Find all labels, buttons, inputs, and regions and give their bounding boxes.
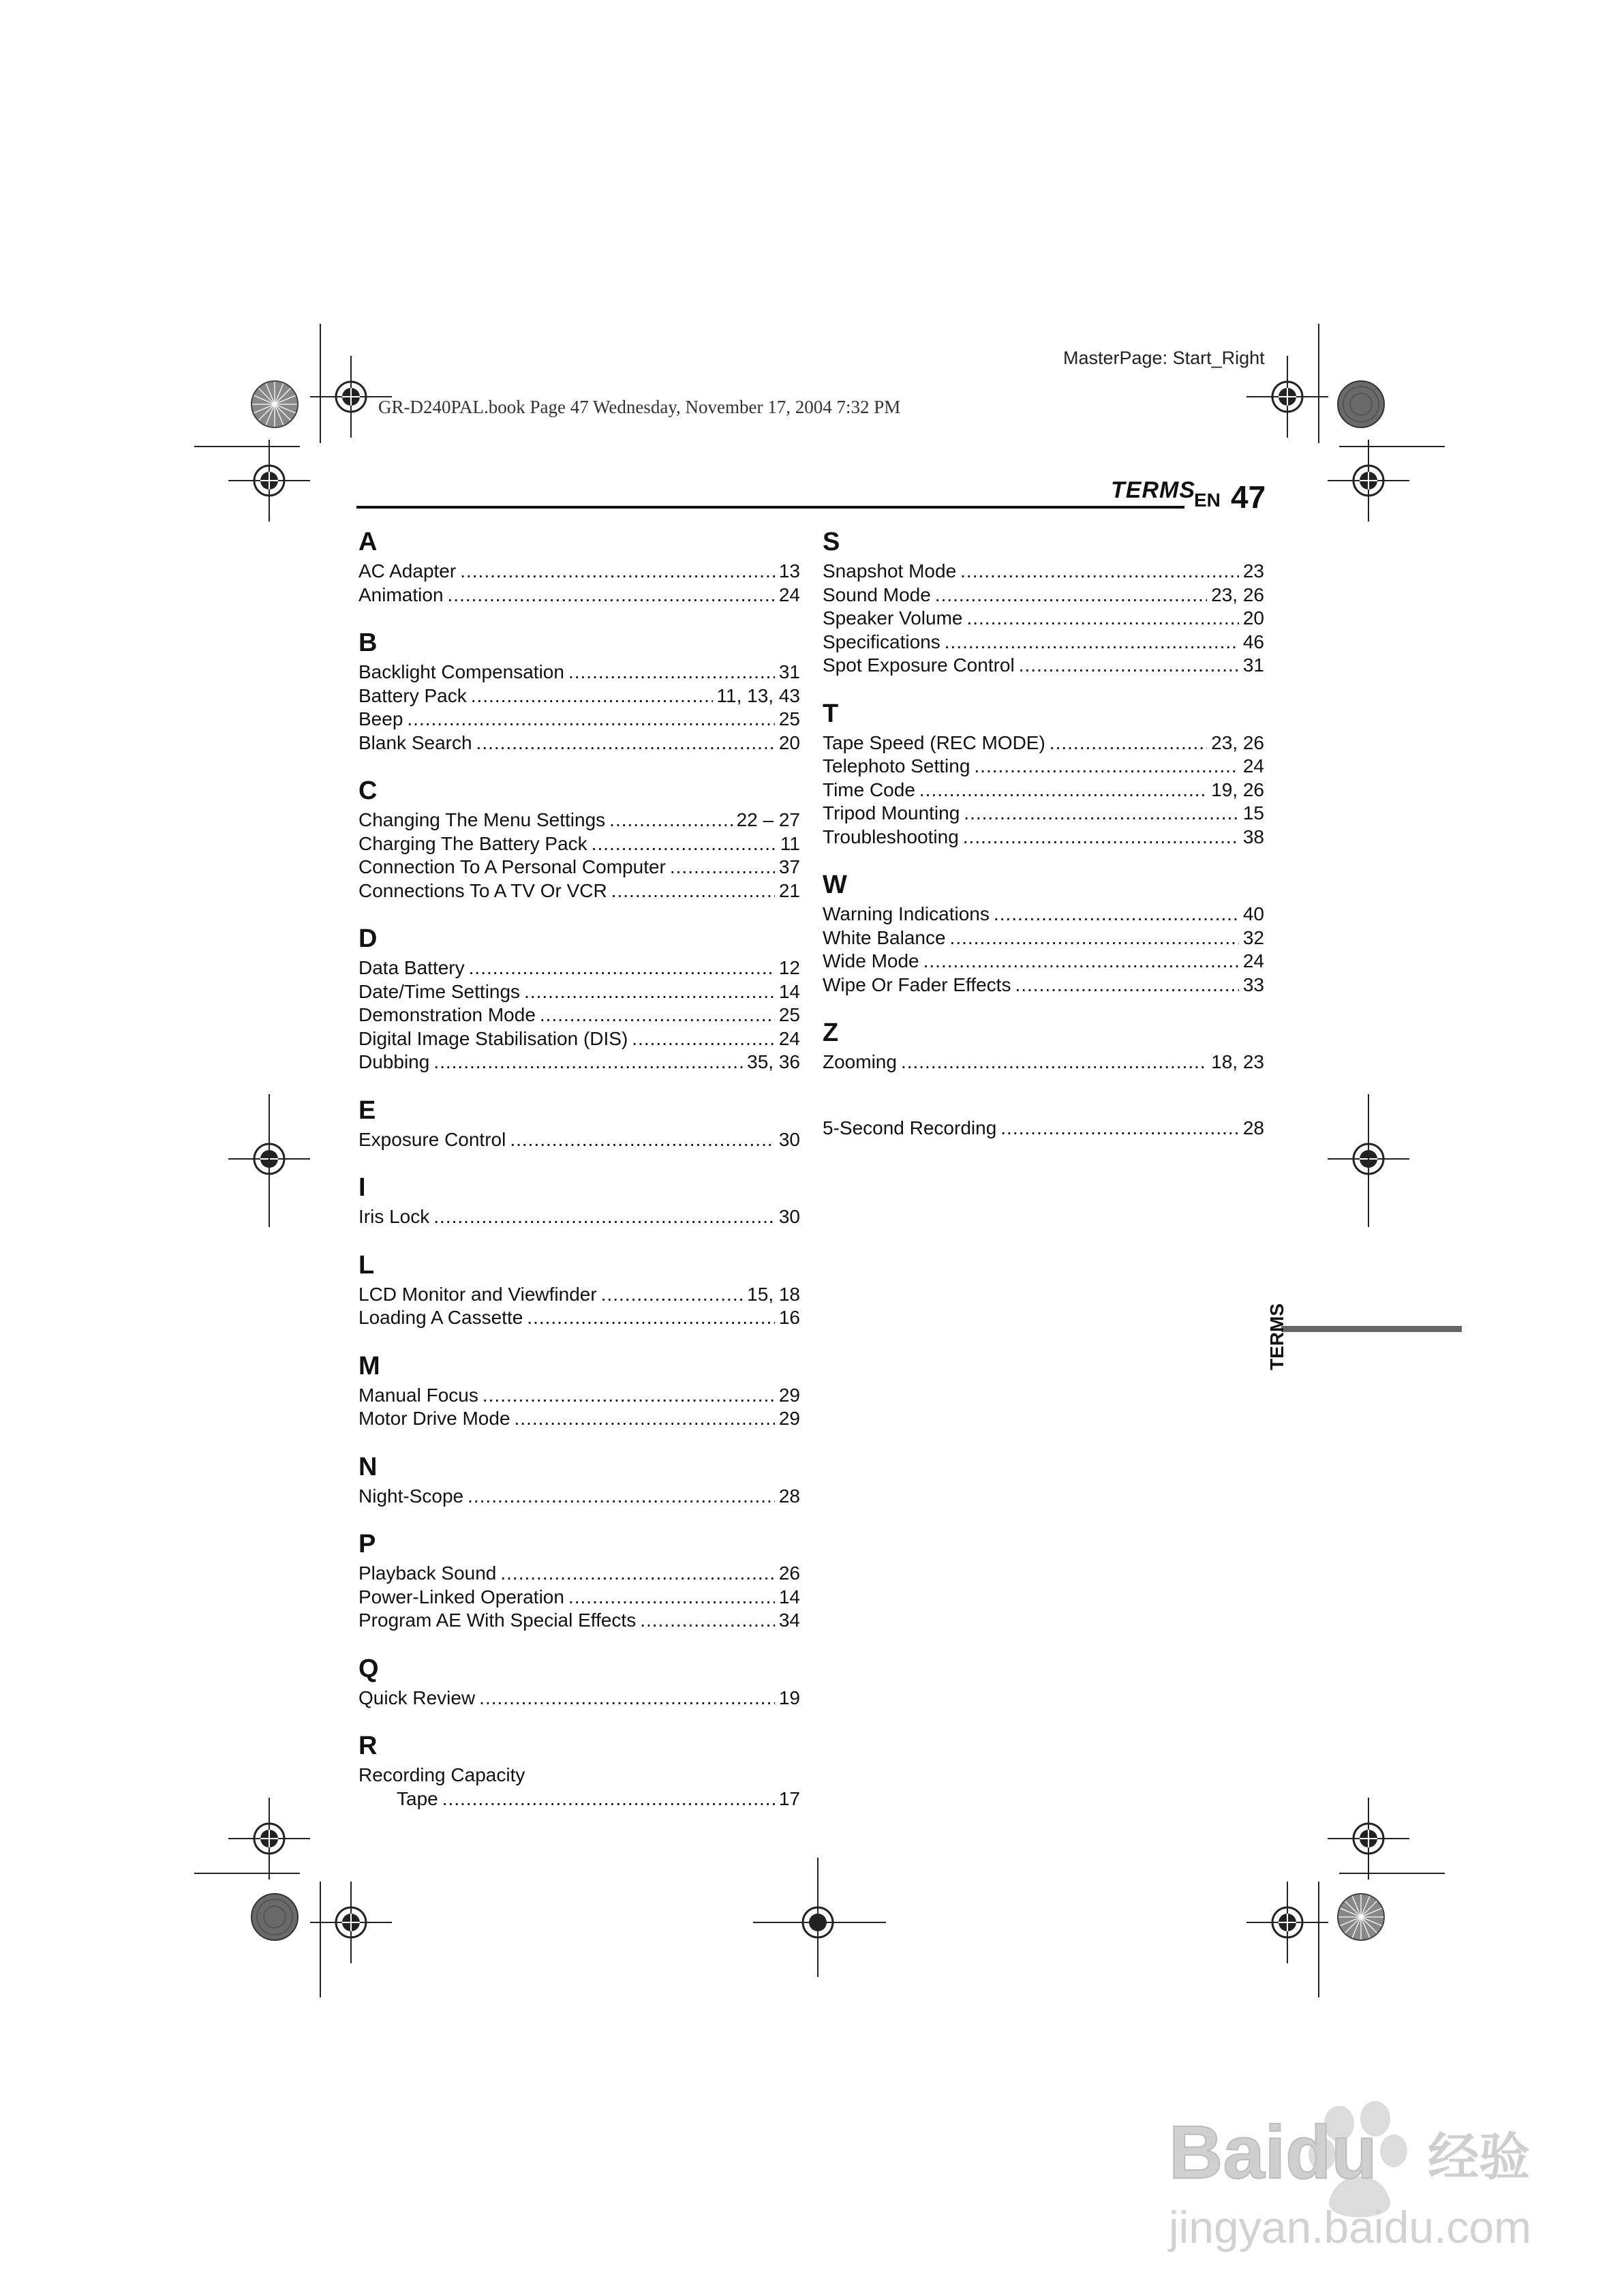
index-entry: Connections To A TV Or VCR ..... 21 (358, 879, 800, 903)
index-entry: Time Code ..... 19, 26 (823, 779, 1264, 802)
index-entry: LCD Monitor and Viewfinder ..... 15, 18 (358, 1283, 800, 1307)
index-entry: AC Adapter ..... 13 (358, 560, 800, 584)
index-entry: Tripod Mounting ..... 15 (823, 802, 1264, 826)
index-entry: Charging The Battery Pack ..... 11 (358, 832, 800, 856)
index-letter-c: C (358, 776, 378, 805)
index-entry: Program AE With Special Effects ..... 34 (358, 1609, 800, 1633)
svg-text:jingyan.baidu.com: jingyan.baidu.com (1169, 2202, 1531, 2252)
index-entry: Data Battery ..... 12 (358, 956, 800, 980)
index-entry: Quick Review ..... 19 (358, 1687, 800, 1710)
index-letter-w: W (823, 871, 847, 899)
index-entry: Loading A Cassette ..... 16 (358, 1306, 800, 1330)
svg-text:经验: 经验 (1428, 2127, 1531, 2187)
index-letter-t: T (823, 699, 839, 728)
index-entry: Telephoto Setting ..... 24 (823, 755, 1264, 779)
book-slug: GR-D240PAL.book Page 47 Wednesday, November 17, 2004 7:32 PM (378, 397, 901, 417)
crosshair-mark-icon (1246, 356, 1328, 438)
crosshair-mark-icon (1328, 1798, 1409, 1879)
starburst-mark-icon (1338, 1894, 1384, 1940)
crosshair-mark-icon (310, 356, 392, 438)
index-entry: Connection To A Personal Computer ..... 37 (358, 856, 800, 879)
index-letter-i: I (358, 1173, 366, 1202)
index-entry: Night-Scope ..... 28 (358, 1485, 800, 1509)
index-entry: Playback Sound ..... 26 (358, 1562, 800, 1586)
index-letter-l: L (358, 1250, 375, 1280)
index-entry: Motor Drive Mode ..... 29 (358, 1407, 800, 1431)
index-entry: Tape Speed (REC MODE) ..... 23, 26 (823, 731, 1264, 755)
starburst-mark-icon (251, 381, 298, 427)
index-entry: Changing The Menu Settings ..... 22 – 27 (358, 809, 800, 832)
index-entry: Manual Focus ..... 29 (358, 1384, 800, 1408)
index-entry: White Balance ..... 32 (823, 926, 1264, 950)
index-entry: Sound Mode ..... 23, 26 (823, 584, 1264, 607)
registration-circle-icon (1338, 381, 1384, 427)
index-entry: Snapshot Mode ..... 23 (823, 560, 1264, 584)
index-letter-s: S (823, 528, 840, 556)
index-letter-r: R (358, 1732, 378, 1760)
index-entry: Blank Search ..... 20 (358, 731, 800, 755)
index-letter-p: P (358, 1530, 376, 1558)
index-letter-e: E (358, 1096, 376, 1125)
crosshair-mark-icon (228, 440, 310, 522)
index-letter-n: N (358, 1452, 378, 1481)
index-entry: Wipe Or Fader Effects ..... 33 (823, 973, 1264, 997)
index-entry: Spot Exposure Control ..... 31 (823, 654, 1264, 678)
index-entry: Speaker Volume ..... 20 (823, 607, 1264, 631)
crosshair-mark-icon (1246, 1882, 1328, 1963)
index-letter-d: D (358, 924, 378, 953)
crosshair-mark-icon (1328, 440, 1409, 522)
section-title: TERMS (1111, 477, 1195, 503)
svg-text:Baidu: Baidu (1169, 2111, 1377, 2194)
index-subhead: Recording Capacity (358, 1764, 525, 1785)
crosshair-mark-icon (310, 1882, 392, 1963)
index-entry: Troubleshooting ..... 38 (823, 826, 1264, 849)
index-entry: Specifications ..... 46 (823, 631, 1264, 654)
index-entry: Date/Time Settings ..... 14 (358, 980, 800, 1004)
index-entry: Wide Mode ..... 24 (823, 950, 1264, 973)
index-entry: Digital Image Stabilisation (DIS) ..... 24 (358, 1027, 800, 1051)
registration-circle-icon (251, 1894, 298, 1940)
index-entry: Demonstration Mode ..... 25 (358, 1003, 800, 1027)
index-letter-m: M (358, 1351, 380, 1380)
index-entry: 5-Second Recording ..... 28 (823, 1117, 1264, 1141)
index-entry: Battery Pack ..... 11, 13, 43 (358, 684, 800, 708)
page-number: 47 (1231, 479, 1266, 515)
baidu-watermark (1159, 2059, 1567, 2263)
index-entry: Warning Indications ..... 40 (823, 903, 1264, 926)
index-letter-z: Z (823, 1018, 839, 1047)
language-label: EN (1194, 489, 1221, 511)
index-entry: Animation ..... 24 (358, 584, 800, 607)
crosshair-mark-icon (228, 1798, 310, 1879)
index-entry: Power-Linked Operation ..... 14 (358, 1586, 800, 1610)
index-entry: Beep ..... 25 (358, 708, 800, 731)
index-letter-q: Q (358, 1654, 379, 1683)
index-entry: Backlight Compensation ..... 31 (358, 661, 800, 684)
index-letter-b: B (358, 629, 378, 657)
index-entry: Tape ..... 17 (358, 1787, 800, 1811)
index-entry: Iris Lock ..... 30 (358, 1205, 800, 1229)
index-entry: Zooming ..... 18, 23 (823, 1051, 1264, 1074)
index-letter-a: A (358, 528, 378, 556)
index-entry: Dubbing ..... 35, 36 (358, 1051, 800, 1074)
index-entry: Exposure Control ..... 30 (358, 1128, 800, 1152)
side-tab-label: TERMS (1266, 1303, 1287, 1370)
masterpage-label: MasterPage: Start_Right (1063, 348, 1265, 368)
